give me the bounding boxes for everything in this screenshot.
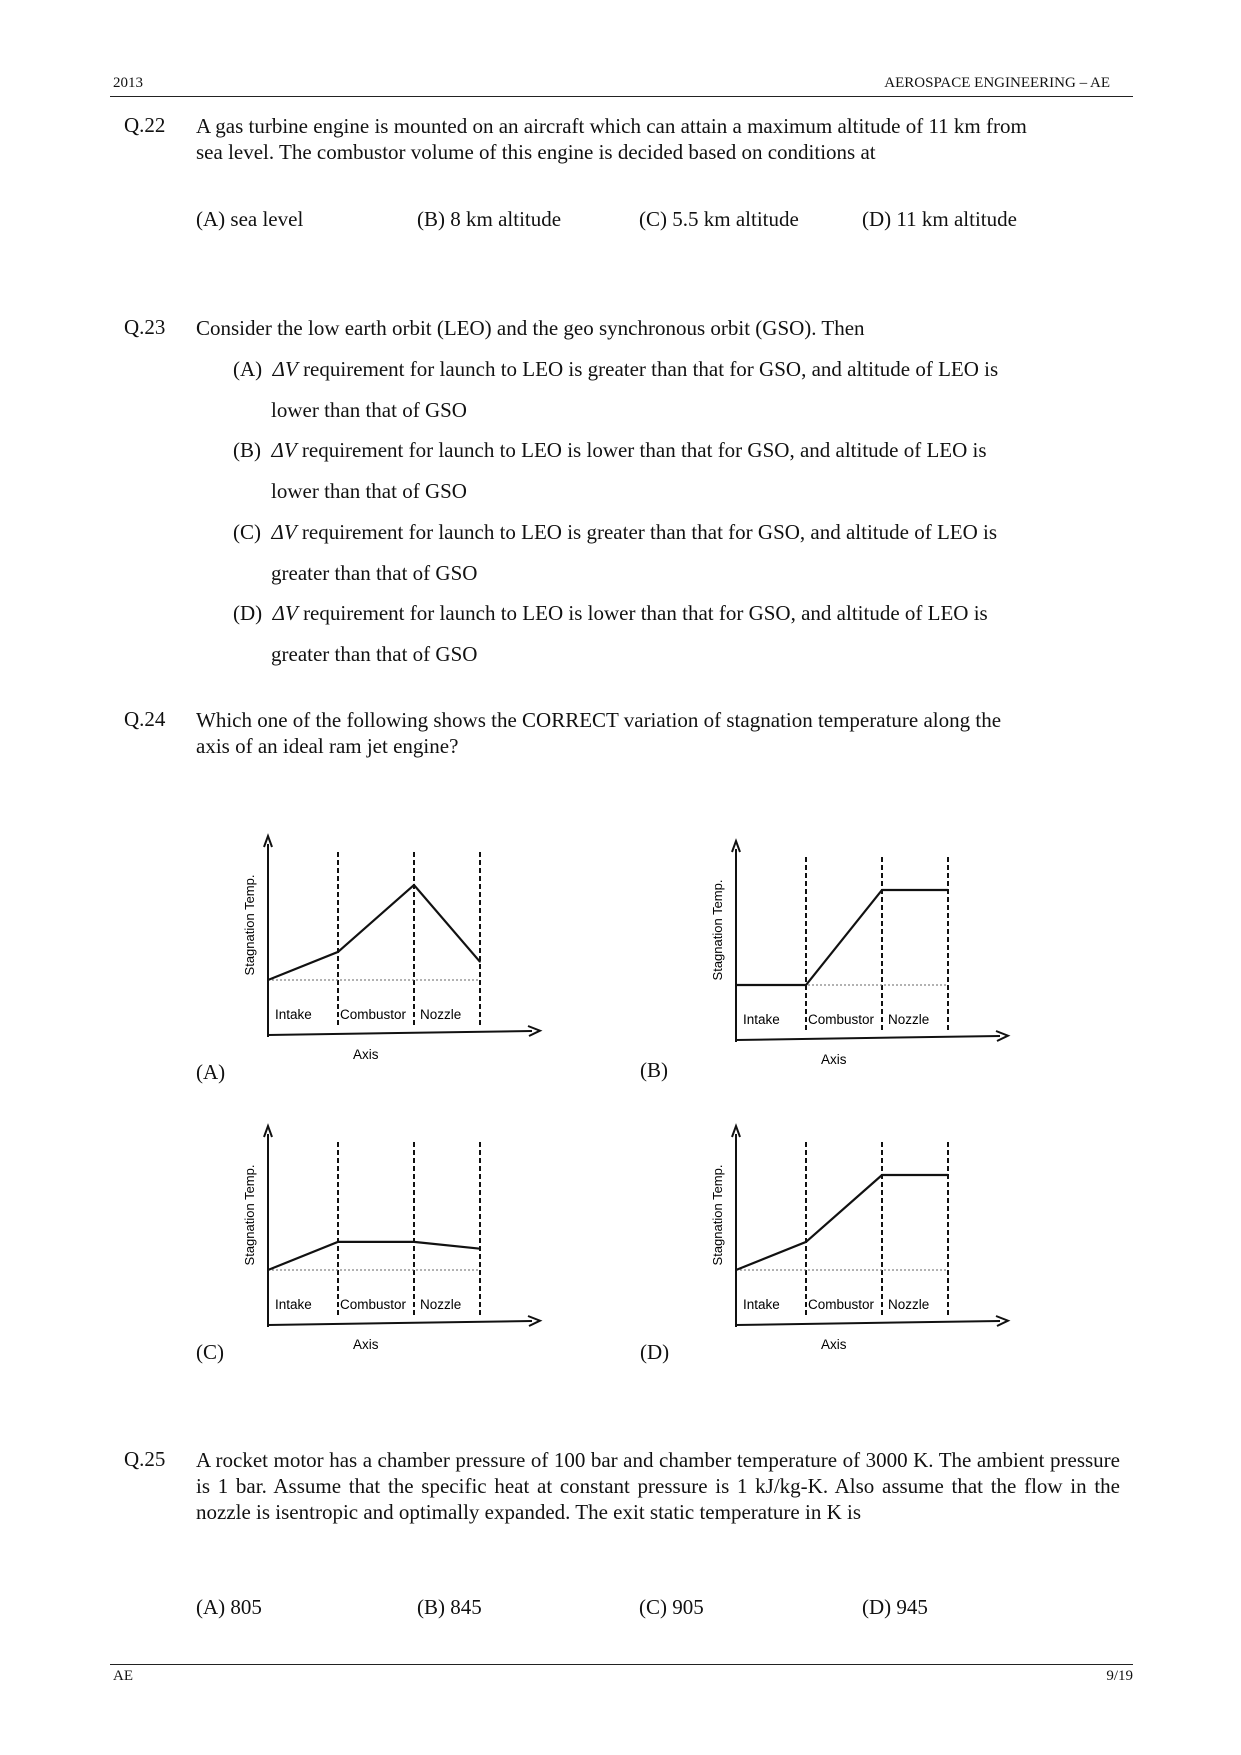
- data-point: [805, 984, 807, 986]
- region-label-nozzle: Nozzle: [420, 1297, 462, 1312]
- delta-v-symbol: ΔV: [272, 357, 298, 381]
- q23-option-a-line1: [233, 356, 998, 382]
- header-subject: AEROSPACE ENGINEERING – AE: [884, 75, 1110, 91]
- stagnation-temp-curve: [268, 1242, 480, 1270]
- q25-option-c: (C) 905: [639, 1595, 704, 1619]
- stagnation-temp-curve: [736, 1175, 948, 1270]
- q23-option-d-line2: greater than that of GSO: [271, 642, 478, 666]
- region-label-intake: Intake: [275, 1007, 312, 1022]
- footer-rule: [110, 1664, 1133, 1665]
- stagnation-temp-curve: [736, 890, 948, 985]
- footer-page: 9/19: [1106, 1668, 1133, 1684]
- header-rule: [110, 96, 1133, 97]
- plot-d: [708, 1120, 1038, 1355]
- region-label-intake: Intake: [275, 1297, 312, 1312]
- plot-b: [708, 835, 1038, 1070]
- region-label-combustor: Combustor: [808, 1297, 875, 1312]
- plot-b-option-label: (B): [640, 1058, 668, 1082]
- region-label-intake: Intake: [743, 1297, 780, 1312]
- plot-c: [240, 1120, 570, 1355]
- x-axis-label: Axis: [353, 1047, 379, 1062]
- x-axis-label: Axis: [821, 1052, 847, 1067]
- q22-option-a: (A) sea level: [196, 207, 304, 231]
- plot-a: [240, 830, 570, 1065]
- q22-option-d: (D) 11 km altitude: [862, 207, 1017, 231]
- region-label-nozzle: Nozzle: [888, 1012, 930, 1027]
- data-point: [267, 979, 269, 981]
- q23-stem: Consider the low earth orbit (LEO) and the geo synchronous orbit (GSO). Then: [196, 316, 865, 340]
- q25-option-b: (B) 845: [417, 1595, 482, 1619]
- q22-number: Q.22: [124, 113, 166, 137]
- data-point: [479, 961, 481, 963]
- data-point: [947, 1174, 949, 1176]
- data-point: [413, 1241, 415, 1243]
- q25-number: Q.25: [124, 1447, 166, 1471]
- footer-code: AE: [113, 1668, 133, 1684]
- x-axis-label: Axis: [353, 1337, 379, 1352]
- q25-text: A rocket motor has a chamber pressure of 100 bar and chamber temperature of 3000 K. The ambient pressure is 1 bar. Assume that the specific heat at constant pressure is 1 kJ/kg-K. Also assume that the flow in the nozzle is isentropic and optimally expanded. The exit static temperature in K is: [196, 1448, 1120, 1524]
- data-point: [881, 889, 883, 891]
- q22-option-c: (C) 5.5 km altitude: [639, 207, 799, 231]
- plot-d-option-label: (D): [640, 1340, 670, 1364]
- q23-option-a-letter: (A): [233, 357, 263, 381]
- data-point: [735, 984, 737, 986]
- q22-text-line1: A gas turbine engine is mounted on an aircraft which can attain a maximum altitude of 11 km from: [196, 114, 1027, 138]
- stagnation-temp-curve: [268, 885, 480, 980]
- data-point: [881, 1174, 883, 1176]
- data-point: [337, 951, 339, 953]
- x-axis: [736, 1036, 1000, 1040]
- q24-text-line1: Which one of the following shows the CORRECT variation of stagnation temperature along the: [196, 708, 1002, 732]
- y-axis-label: Stagnation Temp.: [710, 1164, 725, 1266]
- q23-option-c-line1: [233, 519, 997, 545]
- y-axis-label: Stagnation Temp.: [710, 879, 725, 981]
- header-year: 2013: [113, 75, 143, 91]
- region-label-combustor: Combustor: [340, 1297, 407, 1312]
- delta-v-symbol: ΔV: [271, 520, 297, 544]
- q24-text-line2: axis of an ideal ram jet engine?: [196, 734, 459, 758]
- x-axis-label: Axis: [821, 1337, 847, 1352]
- y-axis-label: Stagnation Temp.: [242, 874, 257, 976]
- region-label-combustor: Combustor: [808, 1012, 875, 1027]
- q23-option-b-line1: [233, 437, 987, 463]
- q23-number: Q.23: [124, 315, 166, 339]
- q23-option-c-text: requirement for launch to LEO is greater than that for GSO, and altitude of LEO is: [296, 520, 998, 544]
- y-axis-label: Stagnation Temp.: [242, 1164, 257, 1266]
- plot-a-option-label: (A): [196, 1060, 226, 1084]
- data-point: [267, 1269, 269, 1271]
- q25-option-d: (D) 945: [862, 1595, 928, 1619]
- data-point: [337, 1241, 339, 1243]
- q23-option-c-line2: greater than that of GSO: [271, 561, 478, 585]
- delta-v-symbol: ΔV: [271, 438, 297, 462]
- plot-c-option-label: (C): [196, 1340, 224, 1364]
- q23-option-d-text: requirement for launch to LEO is lower than that for GSO, and altitude of LEO is: [297, 601, 988, 625]
- region-label-combustor: Combustor: [340, 1007, 407, 1022]
- region-label-nozzle: Nozzle: [888, 1297, 930, 1312]
- q22-text-line2: sea level. The combustor volume of this engine is decided based on conditions at: [196, 140, 876, 164]
- region-label-nozzle: Nozzle: [420, 1007, 462, 1022]
- data-point: [805, 1241, 807, 1243]
- q23-option-b-letter: (B): [233, 438, 261, 462]
- q23-option-d-letter: (D): [233, 601, 263, 625]
- q23-option-a-text: requirement for launch to LEO is greater than that for GSO, and altitude of LEO is: [297, 357, 999, 381]
- q23-option-c-letter: (C): [233, 520, 261, 544]
- x-axis: [268, 1031, 532, 1035]
- data-point: [947, 889, 949, 891]
- delta-v-symbol: ΔV: [272, 601, 298, 625]
- q23-option-a-line2: lower than that of GSO: [271, 398, 467, 422]
- data-point: [413, 884, 415, 886]
- q23-option-b-text: requirement for launch to LEO is lower than that for GSO, and altitude of LEO is: [296, 438, 987, 462]
- x-axis: [736, 1321, 1000, 1325]
- q22-option-b: (B) 8 km altitude: [417, 207, 562, 231]
- q24-number: Q.24: [124, 707, 166, 731]
- region-label-intake: Intake: [743, 1012, 780, 1027]
- data-point: [735, 1269, 737, 1271]
- q25-option-a: (A) 805: [196, 1595, 262, 1619]
- q23-option-d-line1: [233, 600, 988, 626]
- x-axis: [268, 1321, 532, 1325]
- data-point: [479, 1248, 481, 1250]
- q23-option-b-line2: lower than that of GSO: [271, 479, 467, 503]
